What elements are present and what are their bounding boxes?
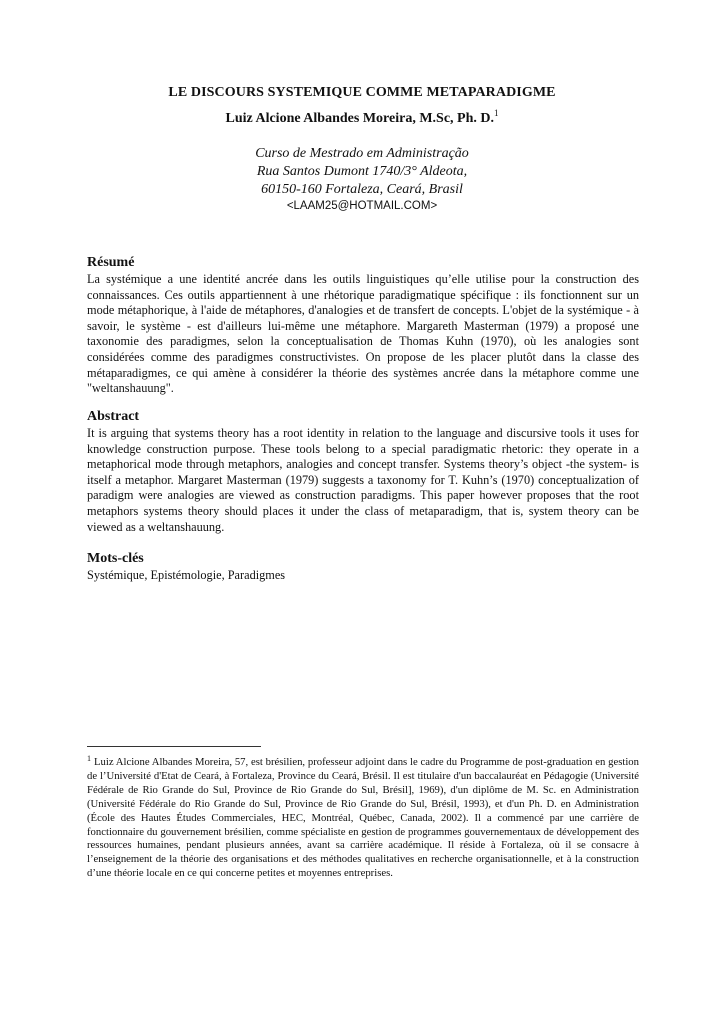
affiliation-line-1: Curso de Mestrado em Administração	[255, 146, 469, 161]
resume-section	[87, 254, 639, 397]
author-line	[0, 108, 724, 127]
footnote-marker: 1	[87, 754, 91, 763]
keywords-text: Systémique, Epistémologie, Paradigmes	[87, 568, 286, 582]
author-email[interactable]: <LAAM25@HOTMAIL.COM>	[286, 200, 438, 212]
author-footnote-marker[interactable]: 1	[493, 108, 499, 118]
abstract-heading: Abstract	[87, 409, 140, 424]
footnote	[87, 752, 639, 881]
footnote-divider	[87, 746, 261, 747]
resume-text: La systémique a une identité ancrée dans les outils linguistiques qu’elle utilise pour la construction des connaissances. Ces outils appartiennent à une rhétorique paradigmatique spécifique : ils fonctionnent sur un mode métaphorique, à l'aide de métaphores, d'analogies et de transfert de concepts. L'objet de la systémique - à savoir, le système - est d'ailleurs lui-même une métaphore. Margareth Masterman (1979) a proposé une taxonomie des paradigmes, selon la conceptualisation de Thomas Kuhn (1970), où les analogies sont considérées comme des paradigmes constructivistes. On propose de les placer plutôt dans la classe des métaparadigmes, ce qui amène à considérer la théorie des systèmes ancrée dans la métaphore comme une "weltanshauung".	[87, 272, 639, 396]
resume-heading: Résumé	[87, 255, 135, 270]
keywords-section	[87, 550, 639, 584]
affiliation-line-3: 60150-160 Fortaleza, Ceará, Brasil	[261, 182, 463, 197]
abstract-text: It is arguing that systems theory has a root identity in relation to the language and discursive tools it uses for knowledge construction purpose. These tools belong to a special paradigmatic rhetoric: they operate in a metaphorical mode through metaphors, analogies and concept transfer. Systems theory’s object -the system- is itself a metaphor. Margaret Masterman (1979) suggests a taxonomy for T. Kuhn’s (1970) conceptualization of paradigm were analogies are viewed as construction paradigms. This paper however proposes that the root metaphors systems theory should places it under the class of metaparadigm, that is, system theory can be viewed as a weltanshauung.	[87, 426, 639, 534]
paper-title: LE DISCOURS SYSTEMIQUE COMME METAPARADIGME	[168, 85, 556, 100]
affiliation-block	[0, 145, 724, 213]
author-name: Luiz Alcione Albandes Moreira, M.Sc, Ph. D.	[225, 111, 494, 126]
abstract-section	[87, 408, 639, 535]
keywords-heading: Mots-clés	[87, 551, 144, 566]
footnote-text: Luiz Alcione Albandes Moreira, 57, est brésilien, professeur adjoint dans le cadre du Programme de post-graduation en gestion de l’Université d'Etat de Ceará, à Fortaleza, Province du Ceará, Brésil. Il est titulaire d'un baccalauréat en Pédagogie (Université Fédérale de Rio Grande do Sul, Province de Rio Grande do Sul, Brésil], 1969), d'un diplôme de M. Sc. en Administration (Université Fédérale do Rio Grande do Sul, Province de Rio Grande do Sul, Brésil, 1993), et d'un Ph. D. en Administration (École des Hautes Études Commerciales, HEC, Montréal, Québec, Canada, 2002). Il a commencé par une carrière de fonctionnaire du gouvernement brésilien, comme spécialiste en gestion de programmes gouvernementaux de développement des ressources humaines, pendant plusieurs années, avant sa carrière académique. Il réside à Fortaleza, où il se consacre à l’enseignement de la théorie des organisations et des méthodes qualitatives en recherche organisationnelle, et à la construction d’une théorie locale en ce qui concerne petites et moyennes entreprises.	[87, 756, 639, 880]
affiliation-line-2: Rua Santos Dumont 1740/3° Aldeota,	[256, 164, 468, 179]
